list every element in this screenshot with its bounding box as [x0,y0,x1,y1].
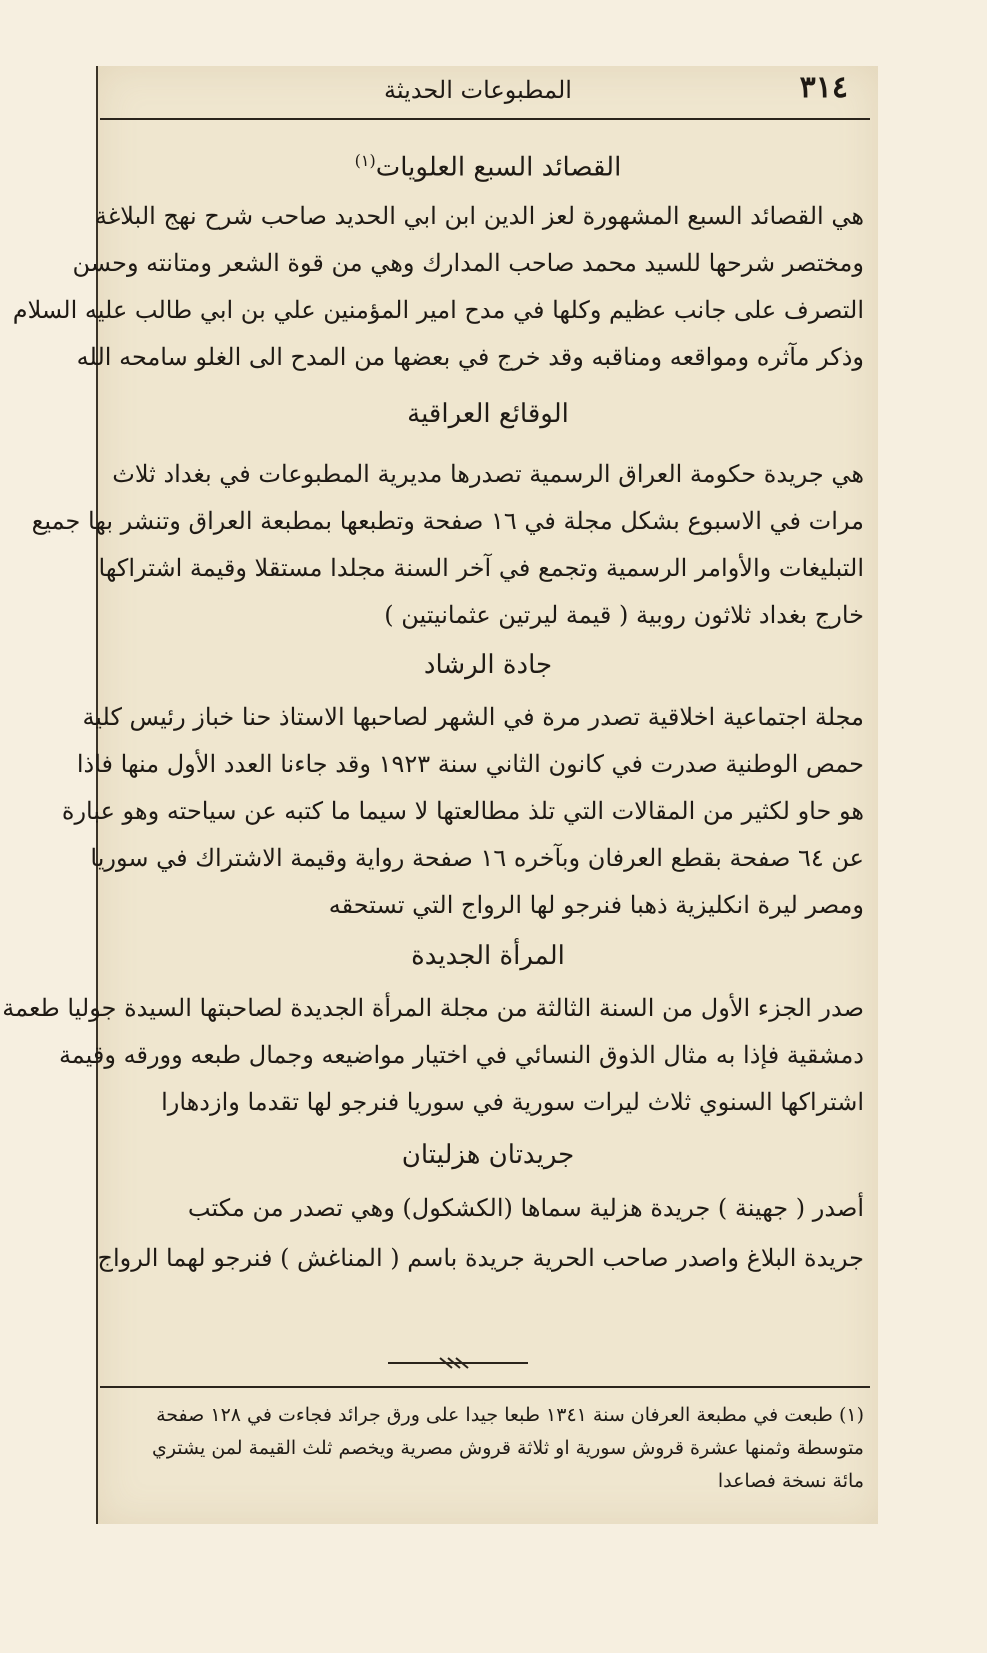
text-line: وذكر مآثره ومواقعه ومناقبه وقد خرج في بعضها من المدح الى الغلو سامحه الله [76,343,864,371]
page-header [98,66,878,126]
text-line: هو حاو لكثير من المقالات التي تلذ مطالعتها لا سيما ما كتبه عن سياحته وهو عبارة [61,797,864,825]
scanned-page [2,66,878,1524]
text-line: مرات في الاسبوع بشكل مجلة في ١٦ صفحة وتطبعها بمطبعة العراق وتنشر بها جميع [31,507,864,535]
text-line: مجلة اجتماعية اخلاقية تصدر مرة في الشهر لصاحبها الاستاذ حنا خباز رئيس كلية [82,703,864,731]
text-line: ومختصر شرحها للسيد محمد صاحب المدارك وهي من قوة الشعر ومتانته وحسن [72,249,864,277]
text-line: ومصر ليرة انكليزية ذهبا فنرجو لها الرواج التي تستحقه [328,891,864,919]
footnote-line: مائة نسخة فصاعدا [717,1470,864,1492]
text-line: هي القصائد السبع المشهورة لعز الدين ابن ابي الحديد صاحب شرح نهج البلاغة [94,202,864,230]
footnote-line: متوسطة وثمنها عشرة قروش سورية او ثلاثة قروش مصرية ويخصم ثلث القيمة لمن يشتري [151,1437,864,1459]
section-title [98,146,878,183]
text-line: التصرف على جانب عظيم وكلها في مدح امير المؤمنين علي بن ابي طالب عليه السلام [12,296,864,324]
text-line: صدر الجزء الأول من السنة الثالثة من مجلة المرأة الجديدة لصاحبتها السيدة جوليا طعمة [2,994,864,1022]
ornament-divider [388,1355,528,1371]
section-title: جريدتان هزليتان [401,1140,575,1170]
text-line: خارج بغداد ثلاثون روبية ( قيمة ليرتين عثمانيتين ) [384,601,864,629]
text-line: هي جريدة حكومة العراق الرسمية تصدرها مديرية المطبوعات في بغداد ثلاث [112,460,864,488]
section-title: جادة الرشاد [423,650,553,680]
text-line: أصدر ( جهينة ) جريدة هزلية سماها (الكشكول) وهي تصدر من مكتب [187,1194,864,1222]
section-title-text: القصائد السبع العلويات [375,152,622,183]
footnote-ref: (١) [354,151,376,170]
text-line: عن ٦٤ صفحة بقطع العرفان وبآخره ١٦ صفحة رواية وقيمة الاشتراك في سوريا [90,844,864,872]
footnote-line: (١) طبعت في مطبعة العرفان سنة ١٣٤١ طبعا جيدا على ورق جرائد فجاءت في ١٢٨ صفحة [156,1404,864,1426]
text-line: التبليغات والأوامر الرسمية وتجمع في آخر السنة مجلدا مستقلا وقيمة اشتراكها [98,554,864,582]
section-title: المرأة الجديدة [411,941,565,971]
text-line: جريدة البلاغ واصدر صاحب الحرية جريدة باسم ( المناغش ) فنرجو لهما الرواج [97,1244,864,1272]
text-line: دمشقية فإذا به مثال الذوق النسائي في اختيار مواضيعه وجمال طبعه وورقه وقيمة [58,1041,864,1069]
running-title: المطبوعات الحديثة [384,76,572,104]
text-line: اشتراكها السنوي ثلاث ليرات سورية في سوريا فنرجو لها تقدما وازدهارا [161,1088,864,1116]
header-rule [100,118,870,120]
footnote-rule [100,1386,870,1388]
section-title: الوقائع العراقية [407,399,569,429]
text-line: حمص الوطنية صدرت في كانون الثاني سنة ١٩٢٣ وقد جاءنا العدد الأول منها فاذا [76,750,864,778]
page-number: ٣١٤ [799,70,848,105]
